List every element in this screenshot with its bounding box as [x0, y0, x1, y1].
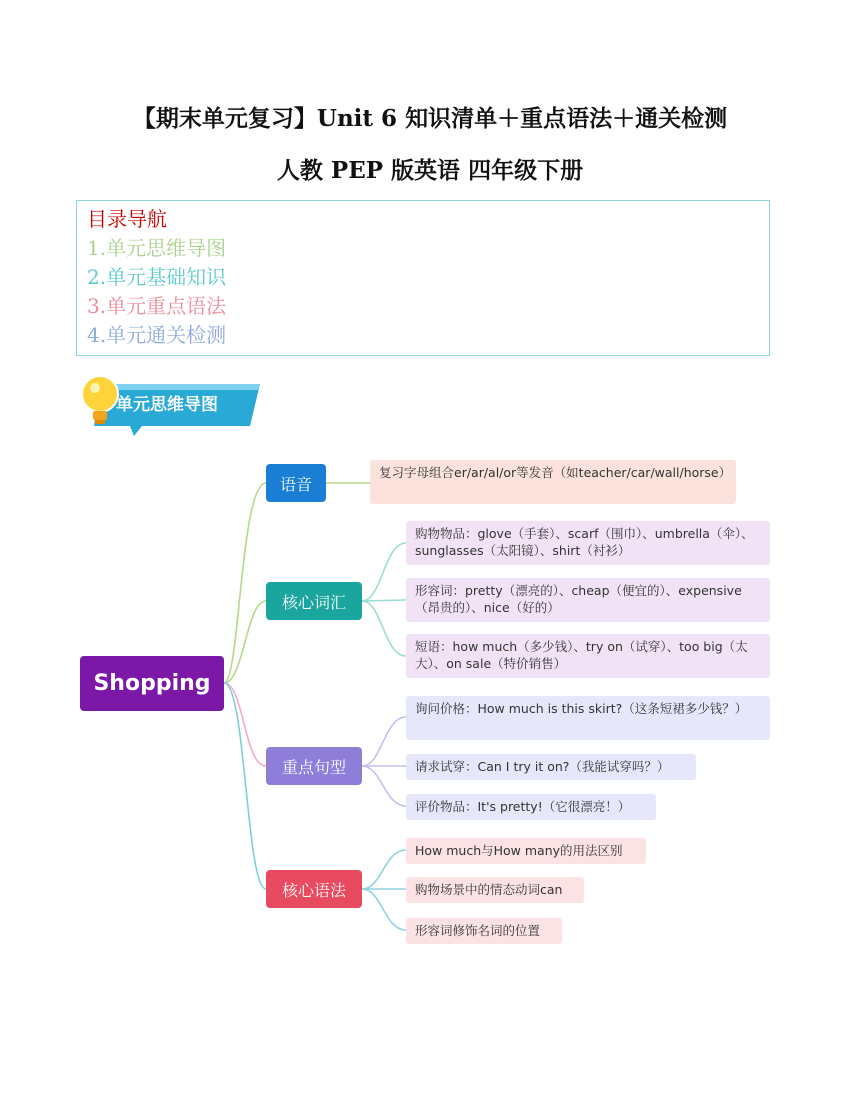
mindmap-branch-sentence-patterns: 重点句型: [266, 747, 362, 785]
mindmap-branch-vocabulary: 核心词汇: [266, 582, 362, 620]
mindmap-branch-grammar: 核心语法: [266, 870, 362, 908]
mindmap-leaf: 购物物品：glove（手套）、scarf（围巾）、umbrella（伞）、sunglasses（太阳镜）、shirt（衬衫）: [406, 521, 770, 565]
document-title-line2: 人教 PEP 版英语 四年级下册: [276, 157, 584, 184]
toc-link-basic-knowledge[interactable]: 2.单元基础知识: [87, 265, 227, 289]
section-badge-label: 单元思维导图: [116, 395, 218, 415]
mindmap-leaf: 复习字母组合er/ar/al/or等发音（如teacher/car/wall/horse）: [370, 460, 736, 504]
toc-heading: 目录导航: [87, 207, 167, 231]
mindmap-leaf: How much与How many的用法区别: [406, 838, 646, 864]
toc-link-unit-test[interactable]: 4.单元通关检测: [87, 323, 227, 347]
mindmap-branch-pronunciation: 语音: [266, 464, 326, 502]
mindmap-leaf: 形容词：pretty（漂亮的）、cheap（便宜的）、expensive（昂贵的）、nice（好的）: [406, 578, 770, 622]
mindmap-leaf: 形容词修饰名词的位置: [406, 918, 562, 944]
mindmap-leaf: 短语：how much（多少钱）、try on（试穿）、too big（太大）、on sale（特价销售）: [406, 634, 770, 678]
mindmap-leaf: 评价物品：It's pretty!（它很漂亮！）: [406, 794, 656, 820]
mindmap-leaf: 购物场景中的情态动词can: [406, 877, 584, 903]
mindmap-leaf: 请求试穿：Can I try it on?（我能试穿吗？）: [406, 754, 696, 780]
mindmap-root-node: Shopping: [80, 656, 224, 711]
toc-link-key-grammar[interactable]: 3.单元重点语法: [87, 294, 227, 318]
mindmap-leaf: 询问价格：How much is this skirt?（这条短裙多少钱？）: [406, 696, 770, 740]
toc-link-mindmap[interactable]: 1.单元思维导图: [87, 236, 227, 260]
document-title-line1: 【期末单元复习】Unit 6 知识清单＋重点语法＋通关检测: [132, 105, 728, 132]
